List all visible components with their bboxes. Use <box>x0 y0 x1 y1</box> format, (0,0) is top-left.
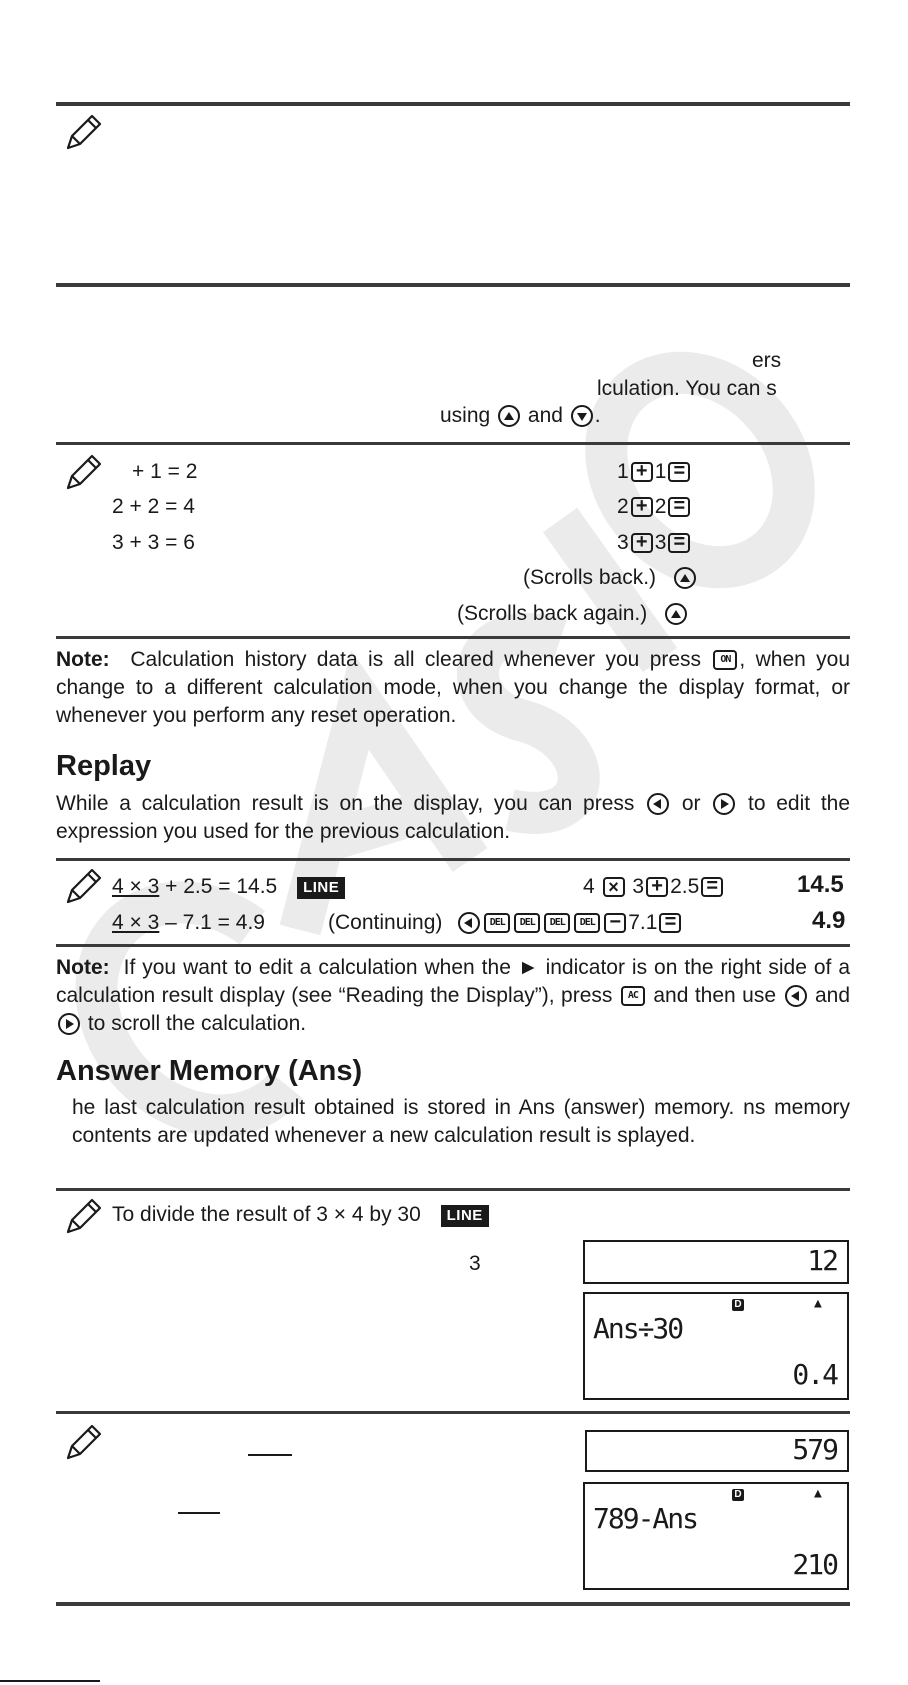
pencil-icon <box>62 1422 104 1464</box>
pencil-icon <box>62 866 104 908</box>
right-arrow-key-icon <box>713 793 735 815</box>
del-key-icon: DEL <box>514 913 540 933</box>
plus-key-icon: + <box>631 462 653 482</box>
intro-fragment: lculation. You can s <box>597 377 777 400</box>
ans-paragraph: he last calculation result obtained is stored in Ans (answer) memory. ns memory contents are updated whenever a new calculation result is splayed. <box>72 1096 850 1147</box>
degree-indicator-icon: D <box>732 1299 744 1311</box>
lcd-expression: 789-Ans <box>593 1502 698 1535</box>
replay-result-1: 14.5 <box>797 871 844 898</box>
lcd-value: 210 <box>792 1548 837 1581</box>
key-digit: 2 <box>654 495 667 518</box>
up-arrow-key-icon <box>674 567 696 589</box>
continuing-label: (Continuing) <box>328 911 443 934</box>
note-text: , when you change to a different calculation mode, when you change the display format, or whenever you perform any reset operation. <box>56 648 851 727</box>
history-expr: 3 + 3 = 6 <box>112 531 195 554</box>
expr-rest: + 2.5 = 14.5 <box>165 875 278 898</box>
left-arrow-key-icon <box>458 912 480 934</box>
key-digit: 3 <box>654 531 667 554</box>
key-digit: 2 <box>617 495 629 518</box>
intro-text: using <box>440 404 491 427</box>
up-arrow-key-icon <box>665 603 687 625</box>
ans-heading: Answer Memory (Ans) <box>56 1055 363 1087</box>
scroll-back-again-label <box>457 602 689 626</box>
pencil-icon <box>62 452 104 494</box>
note-text: If you want to edit a calculation when the ► indicator is on the right side of a calculation result display (see “Reading the Display”), press <box>56 956 850 1007</box>
intro-scroll-line <box>440 404 601 428</box>
replay-example-1 <box>112 875 345 899</box>
note-and: and <box>814 984 851 1007</box>
up-indicator-icon: ▲ <box>814 1296 822 1311</box>
lcd-expression: Ans÷30 <box>593 1312 683 1345</box>
lcd-value: 0.4 <box>792 1358 837 1391</box>
bottom-rule <box>56 1602 850 1606</box>
history-expr: 2 + 2 = 4 <box>112 495 195 518</box>
lcd-value: 12 <box>807 1244 837 1277</box>
ac-key-icon: AC <box>621 986 645 1006</box>
left-arrow-key-icon <box>647 793 669 815</box>
replay-text: to edit the expression you used for the previous calculation. <box>56 792 851 843</box>
history-keys <box>617 531 692 555</box>
lcd-value: 579 <box>792 1433 837 1466</box>
intro-and: and <box>527 404 563 427</box>
equals-key-icon: = <box>668 533 690 553</box>
scroll-back-label <box>523 566 698 590</box>
pencil-icon <box>62 112 104 154</box>
replay-example-2 <box>112 911 265 935</box>
scroll-back-again-text: (Scrolls back again.) <box>457 602 648 625</box>
replay-or: or <box>681 792 701 815</box>
key-digit: 7.1 <box>628 911 658 934</box>
replay-heading: Replay <box>56 750 152 782</box>
note-text: Calculation history data is all cleared whenever you press <box>130 648 702 671</box>
multiply-key-icon: × <box>603 877 625 897</box>
ans-example-title <box>112 1203 489 1227</box>
line-mode-badge: LINE <box>297 877 345 899</box>
lcd-display-3 <box>585 1430 849 1472</box>
key-digit: 2.5 <box>670 875 700 898</box>
equals-key-icon: = <box>659 913 681 933</box>
replay-text: While a calculation result is on the display, you can press <box>56 792 635 815</box>
key-digit: 1 <box>654 460 667 483</box>
line-mode-badge: LINE <box>441 1205 489 1227</box>
left-arrow-key-icon <box>785 985 807 1007</box>
rule <box>56 636 850 639</box>
underlined-expr: 4 × 3 <box>112 875 160 898</box>
equals-key-icon: = <box>668 497 690 517</box>
replay-keys-2 <box>328 911 683 935</box>
del-key-icon: DEL <box>544 913 570 933</box>
expr-rest: – 7.1 = 4.9 <box>165 911 265 934</box>
plus-key-icon: + <box>646 877 668 897</box>
history-expr: + 1 = 2 <box>132 460 198 483</box>
rule <box>56 1188 850 1191</box>
key-digit: 1 <box>617 460 629 483</box>
del-key-icon: DEL <box>484 913 510 933</box>
down-arrow-key-icon <box>571 405 593 427</box>
on-key-icon: ON <box>713 650 737 670</box>
key-digit: 3 <box>632 875 645 898</box>
replay-paragraph <box>56 790 850 846</box>
top-rule <box>56 102 850 106</box>
underline-mark <box>178 1512 220 1514</box>
note-label: Note: <box>56 956 110 979</box>
del-key-icon: DEL <box>574 913 600 933</box>
replay-note <box>56 954 850 1038</box>
plus-key-icon: + <box>631 533 653 553</box>
equals-key-icon: = <box>668 462 690 482</box>
up-indicator-icon: ▲ <box>814 1486 822 1501</box>
lcd-display-2 <box>583 1292 849 1400</box>
rule <box>56 283 850 287</box>
plus-key-icon: + <box>631 497 653 517</box>
page-edge-mark <box>0 1680 100 1682</box>
note-label: Note: <box>56 648 110 671</box>
ans-fragment: 3 <box>469 1252 481 1275</box>
right-arrow-key-icon <box>58 1013 80 1035</box>
scroll-back-text: (Scrolls back.) <box>523 566 657 589</box>
history-note <box>56 646 850 730</box>
rule <box>56 858 850 861</box>
degree-indicator-icon: D <box>732 1489 744 1501</box>
key-digit: 3 <box>617 531 629 554</box>
underline-mark <box>248 1454 292 1456</box>
up-arrow-key-icon <box>498 405 520 427</box>
underlined-expr: 4 × 3 <box>112 911 160 934</box>
lcd-display-4 <box>583 1482 849 1590</box>
rule <box>56 1411 850 1414</box>
note-text: and then use <box>653 984 777 1007</box>
history-keys <box>617 460 692 484</box>
rule <box>56 944 850 947</box>
period: . <box>594 404 601 427</box>
pencil-icon <box>62 1196 104 1238</box>
replay-keys-1 <box>583 875 725 899</box>
equals-key-icon: = <box>701 877 723 897</box>
key-digit: 4 <box>583 875 595 898</box>
history-keys <box>617 495 692 519</box>
rule <box>56 442 850 445</box>
minus-key-icon: − <box>604 913 626 933</box>
intro-fragment: ers <box>752 349 782 372</box>
lcd-display-1 <box>583 1240 849 1284</box>
example-title: To divide the result of 3 × 4 by 30 <box>112 1203 421 1226</box>
note-text: to scroll the calculation. <box>87 1012 307 1035</box>
replay-result-2: 4.9 <box>812 907 846 934</box>
